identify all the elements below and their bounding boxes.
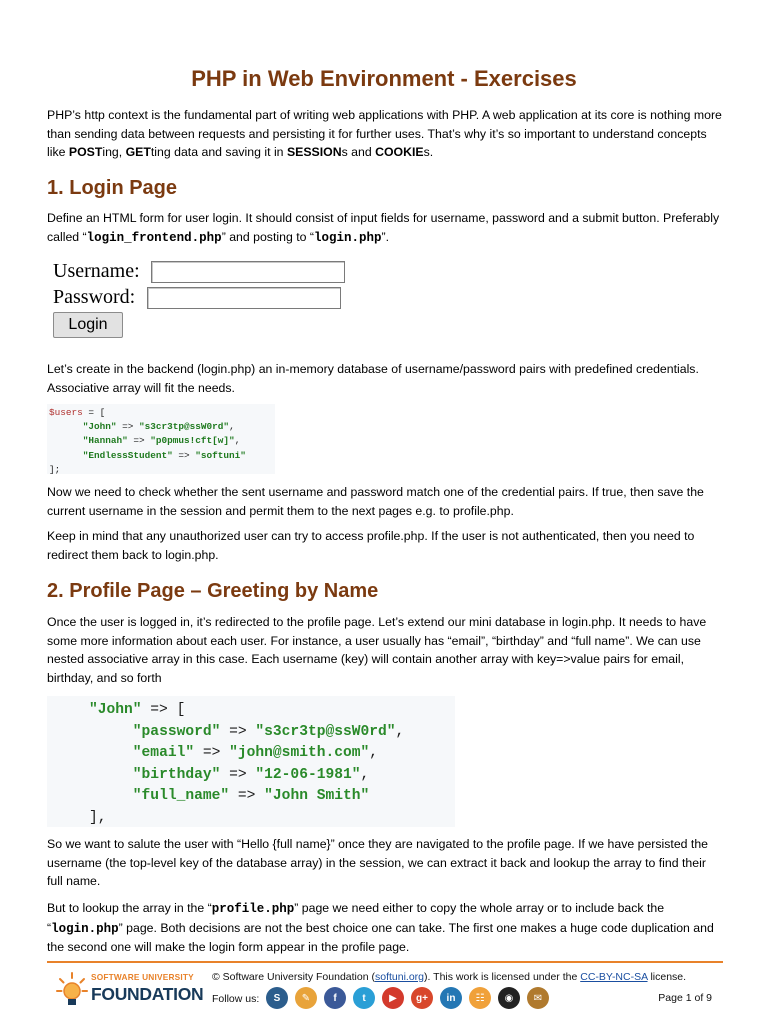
code-line (49, 449, 275, 463)
code-line (89, 765, 455, 787)
lightbulb-icon[interactable]: ✎ (295, 987, 317, 1009)
softuni-icon[interactable]: S (266, 987, 288, 1009)
code-string: "p0pmus!cft[w]" (150, 435, 235, 447)
page-number: Page 1 of 9 (658, 992, 712, 1004)
login-description (47, 209, 723, 247)
youtube-icon[interactable]: ▶ (382, 987, 404, 1009)
code-string: "full_name" (132, 788, 230, 804)
social-links (266, 987, 549, 1011)
check-credentials-paragraph: Now we need to check whether the sent username and password match one of the credential pairs. If true, then save the current username in the session and permit them to the next pages e.g. to profile.php. (47, 485, 704, 518)
code-line (89, 786, 455, 808)
username-input[interactable] (151, 261, 345, 283)
text-run: ”. (381, 229, 389, 244)
intro-text: ting data and saving it in (150, 145, 287, 159)
footer-license (212, 970, 686, 984)
code-text: , (234, 435, 241, 447)
lightbulb-logo-icon (55, 970, 89, 1010)
inline-code: profile.php (211, 902, 295, 916)
email-icon[interactable]: ✉ (527, 987, 549, 1009)
code-string: "john@smith.com" (229, 745, 370, 761)
login-button[interactable]: Login (53, 312, 123, 338)
intro-text: s. (423, 145, 434, 159)
code-string: "John Smith" (264, 788, 370, 804)
code-text: => (194, 745, 230, 761)
intro-text: ing, (102, 145, 126, 159)
code-text: => (127, 435, 151, 447)
intro-bold: COOKIE (375, 145, 424, 159)
code-text: => (229, 788, 265, 804)
code-text: , (360, 766, 370, 783)
code-string: "EndlessStudent" (82, 449, 173, 461)
code-string: "softuni" (195, 449, 246, 461)
code-line (89, 743, 455, 765)
github-icon[interactable]: ◉ (498, 987, 520, 1009)
page-title: PHP in Web Environment - Exercises (191, 66, 577, 91)
code-string: "birthday" (132, 766, 221, 783)
twitter-icon[interactable]: t (353, 987, 375, 1009)
code-text: => (220, 766, 256, 783)
text-run: ” page. Both decisions are not the best choice one can take. The first one makes a huge code duplication and the second one will make the login form appear in the profile page. (47, 920, 714, 954)
intro-bold: POST (68, 145, 103, 159)
softuni-link[interactable]: softuni.org (374, 971, 425, 983)
code-string: "s3cr3tp@ssW0rd" (255, 723, 396, 740)
code-text: => (116, 421, 140, 433)
intro-paragraph (47, 106, 723, 162)
text-run: But to lookup the array in the “ (47, 901, 212, 915)
code-string: "email" (132, 745, 195, 761)
username-label: Username: (53, 260, 140, 282)
code-text: , (369, 745, 379, 761)
facebook-icon[interactable]: f (324, 987, 346, 1009)
text-run: license. (647, 971, 687, 983)
footer-divider (47, 961, 723, 963)
login-form-example (53, 260, 363, 342)
profile-description: Once the user is logged in, it’s redirected to the profile page. Let’s extend our mini database in login.php. It needs to have some more information about each user. For instance, a user usually has “email”, “birthday” and “full name”. We can use nested associative array in this case. Each username (key) will contain another array with key=>value pairs for email, birthday, and so forth (47, 615, 707, 685)
nested-array-code-block (47, 696, 455, 827)
code-text: , (229, 421, 235, 433)
code-line (49, 463, 275, 477)
code-text: , (395, 723, 405, 740)
code-var: $users (49, 407, 83, 418)
text-run: ). This work is licensed under the (424, 971, 581, 983)
code-text: ], (89, 809, 107, 826)
text-run: ” page we need either to copy the whole array or to include back the “ (47, 901, 665, 935)
text-run: © Software University Foundation ( (212, 971, 375, 983)
code-line (49, 434, 275, 448)
code-line (49, 406, 275, 420)
code-string: "Hannah" (82, 435, 128, 447)
softuni-foundation-logo (55, 970, 203, 1010)
code-text: => (172, 449, 196, 461)
intro-text: PHP’s http context is the fundamental part of writing web applications with PHP. A web application at its core is nothing more than sending data between requests and persisting it for further uses. That’s why it’s so important to understand concepts like (47, 108, 722, 159)
code-line (49, 420, 275, 434)
code-string: "John" (89, 702, 142, 718)
text-run: Define an HTML form for user login. It should consist of input fields for username, password and a submit button. Preferably called “ (47, 211, 720, 244)
password-label: Password: (53, 286, 136, 308)
backend-description: Let’s create in the backend (login.php) an in-memory database of username/password pairs with predefined credentials. Associative array will fit the needs. (47, 362, 699, 395)
code-string: "s3cr3tp@ssW0rd" (139, 421, 230, 433)
code-line (89, 808, 455, 830)
users-code-block (47, 404, 275, 474)
code-text: ]; (49, 463, 61, 475)
text-run: ” and posting to “ (221, 229, 314, 244)
code-line (89, 722, 455, 744)
intro-text: s and (341, 145, 376, 159)
code-string: "John" (82, 421, 117, 433)
section-heading-login: 1. Login Page (47, 177, 178, 199)
password-input[interactable] (147, 287, 341, 309)
license-link[interactable]: CC-BY-NC-SA (580, 971, 648, 983)
code-string: "12-06-1981" (255, 766, 361, 783)
inline-code: login.php (313, 230, 382, 245)
linkedin-icon[interactable]: in (440, 987, 462, 1009)
code-string: "password" (132, 723, 221, 740)
logo-subtitle: SOFTWARE UNIVERSITY (91, 972, 194, 982)
code-text: => [ (141, 702, 186, 718)
code-text: => (220, 723, 256, 740)
slideshare-icon[interactable]: ☷ (469, 987, 491, 1009)
code-line (89, 700, 455, 722)
follow-us-label: Follow us: (212, 993, 260, 1005)
code-text: = [ (82, 407, 106, 418)
inline-code: login_frontend.php (86, 230, 222, 245)
salute-paragraph: So we want to salute the user with “Hello {full name}” once they are navigated to the profile page. If we have persisted the username (the top-level key of the database array) in the session, we can extract it back and lookup the array to find their full name. (47, 837, 709, 888)
unauthorized-paragraph: Keep in mind that any unauthorized user can try to access profile.php. If the user is not authenticated, then you need to redirect them back to login.php. (47, 529, 695, 562)
inline-code: login.php (51, 921, 119, 936)
google-plus-icon[interactable]: g+ (411, 987, 433, 1009)
logo-title: FOUNDATION (91, 984, 204, 1004)
intro-bold: GET (125, 145, 151, 159)
intro-bold: SESSION (286, 145, 342, 159)
lookup-paragraph (47, 899, 723, 957)
section-heading-profile: 2. Profile Page – Greeting by Name (47, 580, 379, 602)
